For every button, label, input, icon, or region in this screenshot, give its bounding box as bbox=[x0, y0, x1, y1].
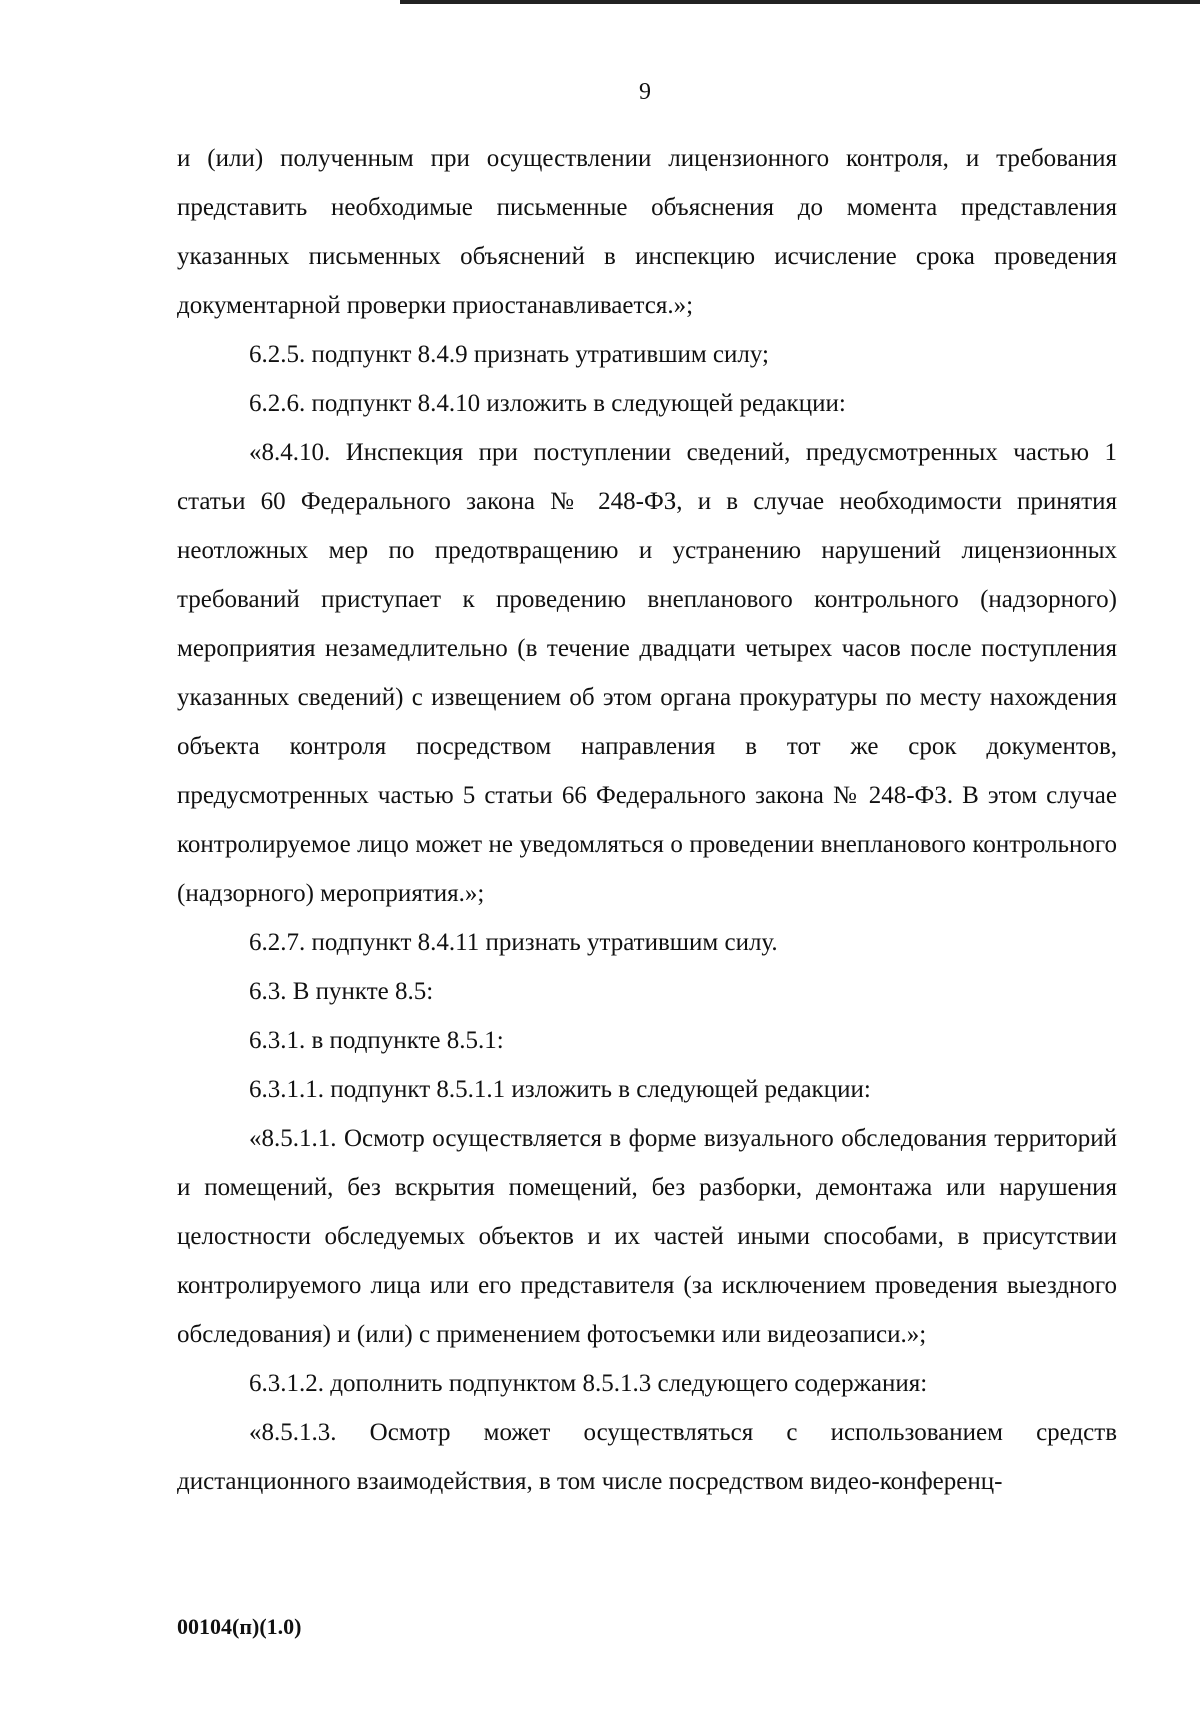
document-body bbox=[177, 134, 1117, 1506]
paragraph-continues: «8.5.1.3. Осмотр может осуществляться с использованием средств дистанционного взаимодействия, в том числе посредством видео-конференц- bbox=[177, 1419, 1117, 1495]
paragraph: 6.3.1. в подпункте 8.5.1: bbox=[249, 1027, 504, 1054]
paragraph: 6.3.1.2. дополнить подпунктом 8.5.1.3 следующего содержания: bbox=[249, 1370, 928, 1397]
top-rule bbox=[400, 0, 1200, 4]
document-code: 00104(п)(1.0) bbox=[177, 1614, 302, 1639]
paragraph: 6.3.1.1. подпункт 8.5.1.1 изложить в следующей редакции: bbox=[249, 1076, 871, 1103]
paragraph: 6.2.7. подпункт 8.4.11 признать утратившим силу. bbox=[249, 929, 778, 956]
paragraph: 6.2.5. подпункт 8.4.9 признать утратившим силу; bbox=[249, 341, 769, 368]
page-number: 9 bbox=[639, 79, 651, 105]
paragraph: «8.4.10. Инспекция при поступлении сведений, предусмотренных частью 1 статьи 60 Федерального закона № 248-ФЗ, и в случае необходимости принятия неотложных мер по предотвращению и устранению нарушений лицензионных требований приступает к проведению внепланового контрольного (надзорного) мероприятия незамедлительно (в течение двадцати четырех часов после поступления указанных сведений) с извещением об этом органа прокуратуры по месту нахождения объекта контроля посредством направления в тот же срок документов, предусмотренных частью 5 статьи 66 Федерального закона № 248-ФЗ. В этом случае контролируемое лицо может не уведомляться о проведении внепланового контрольного (надзорного) мероприятия.»; bbox=[177, 439, 1117, 907]
paragraph: «8.5.1.1. Осмотр осуществляется в форме визуального обследования территорий и помещений, без вскрытия помещений, без разборки, демонтажа или нарушения целостности обследуемых объектов и их частей иными способами, в присутствии контролируемого лица или его представителя (за исключением проведения выездного обследования) и (или) с применением фотосъемки или видеозаписи.»; bbox=[177, 1125, 1117, 1348]
paragraph-continuation: и (или) полученным при осуществлении лицензионного контроля, и требования представить необходимые письменные объяснения до момента представления указанных письменных объяснений в инспекцию исчисление срока проведения документарной проверки приостанавливается.»; bbox=[177, 145, 1117, 319]
paragraph: 6.2.6. подпункт 8.4.10 изложить в следующей редакции: bbox=[249, 390, 846, 417]
paragraph: 6.3. В пункте 8.5: bbox=[249, 978, 434, 1005]
